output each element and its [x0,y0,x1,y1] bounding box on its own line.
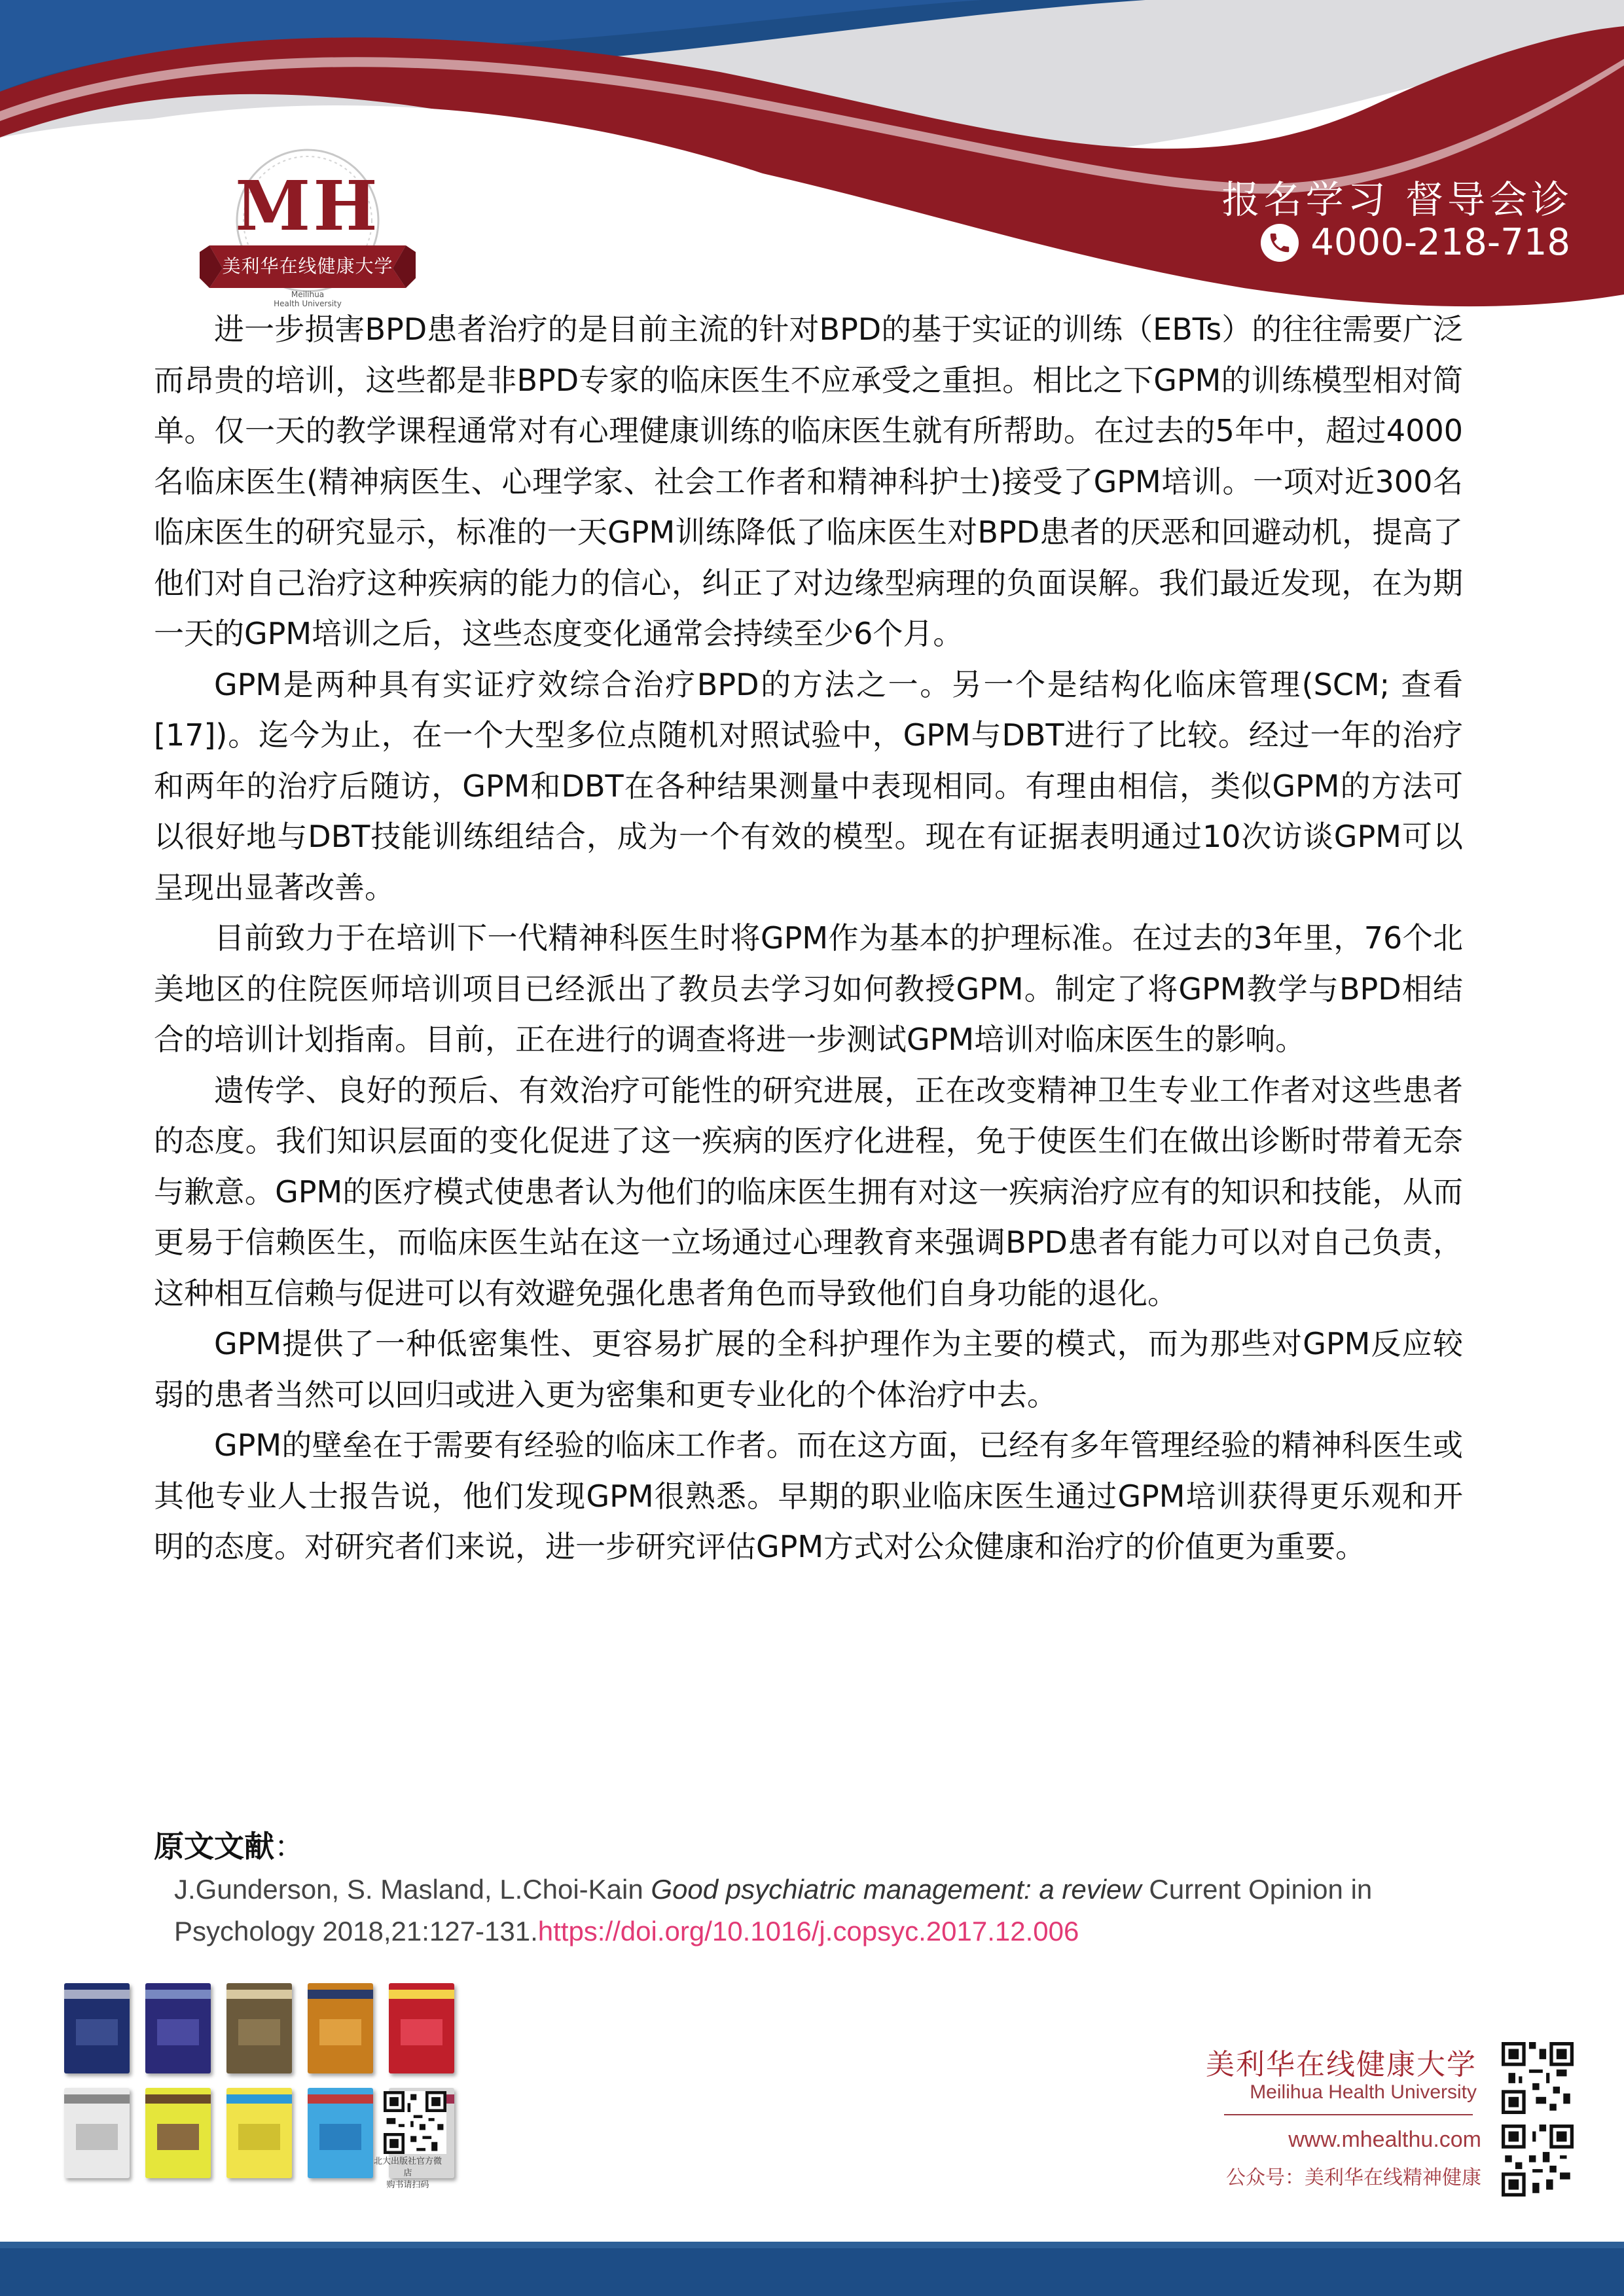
reference-colon: ： [274,1829,304,1864]
reference-article-title: Good psychiatric management: a review [651,1874,1142,1905]
article-body [154,304,1463,1573]
wechat-qr-code-icon[interactable] [1502,2125,1574,2197]
book-cover [308,2088,373,2178]
footer-band [0,2242,1624,2296]
reference-authors: J.Gunderson, S. Masland, L.Choi-Kain [174,1874,651,1905]
reference-citation [174,1869,1418,1952]
logo-name-cn: 美利华在线健康大学 [222,255,393,277]
book-cover [226,2088,292,2178]
reference-journal: Current Opinion in Psychology 2018,21:127-131. [174,1874,1373,1946]
header-slogan: 报名学习 督导会诊 [1221,177,1573,222]
bookstore-qr-code-icon[interactable] [384,2091,446,2154]
paragraph-2: GPM是两种具有实证疗效综合治疗BPD的方法之一。另一个是结构化临床管理(SCM; 查看[17])。迄今为止，在一个大型多位点随机对照试验中，GPM与DBT进行了比较。经过一年的治疗和两年的治疗后随访，GPM和DBT在各种结果测量中表现相同。有理由相信，类似GPM的方法可以很好地与DBT技能训练组结合，成为一个有效的模型。现在有证据表明通过10次访谈GPM可以呈现出显著改善。 [154,666,1463,905]
book-cover [64,2088,130,2178]
qr-caption-line-2: 购书请扫码 [386,2180,429,2190]
book-cover [145,2088,211,2178]
reference-doi-link[interactable]: https://doi.org/10.1016/j.copsyc.2017.12.006 [537,1916,1079,1946]
paragraph-3: 目前致力于在培训下一代精神科医生时将GPM作为基本的护理标准。在过去的3年里，76个北美地区的住院医师培训项目已经派出了教员去学习如何教授GPM。制定了将GPM教学与BPD相结合的培训计划指南。目前，正在进行的调查将进一步测试GPM培训对临床医生的影响。 [154,920,1463,1057]
logo-name-en-1: Meilihua [291,290,325,299]
brand-divider [1224,2114,1473,2115]
paragraph-1: 进一步损害BPD患者治疗的是目前主流的针对BPD的基于实证的训练（EBTs）的往往需要广泛而昂贵的培训，这些都是非BPD专家的临床医生不应承受之重担。相比之下GPM的训练模型相对简单。仅一天的教学课程通常对有心理健康训练的临床医生就有所帮助。在过去的5年中，超过4000名临床医生(精神病医生、心理学家、社会工作者和精神科护士)接受了GPM培训。一项对近300名临床医生的研究显示，标准的一天GPM训练降低了临床医生对BPD患者的厌恶和回避动机，提高了他们对自己治疗这种疾病的能力的信心，纠正了对边缘型病理的负面误解。我们最近发现，在为期一天的GPM培训之后，这些态度变化通常会持续至少6个月。 [154,312,1463,651]
brand-wechat-account: 公众号：美利华在线精神健康 [1226,2166,1481,2189]
brand-website-link[interactable]: www.mhealthu.com [1288,2127,1481,2152]
brand-name-cn: 美利华在线健康大学 [1206,2048,1477,2081]
website-qr-code-icon[interactable] [1502,2042,1574,2114]
bookstore-qr-caption [372,2156,444,2191]
header-phone [1261,221,1570,264]
reference-heading [154,1823,304,1866]
book-cover [64,1983,130,2073]
logo-name-en-2: Health University [274,299,342,308]
paragraph-6: GPM的壁垒在于需要有经验的临床工作者。而在这方面，已经有多年管理经验的精神科医生或其他专业人士报告说，他们发现GPM很熟悉。早期的职业临床医生通过GPM培训获得更乐观和开明的态度。对研究者们来说，进一步研究评估GPM方式对公众健康和治疗的价值更为重要。 [154,1427,1463,1564]
phone-icon [1261,224,1299,262]
reference-title: 原文文献 [154,1829,274,1864]
footer-band-highlight [0,2242,1624,2248]
logo-monogram: MH [235,166,380,246]
book-cover [308,1983,373,2073]
paragraph-5: GPM提供了一种低密集性、更容易扩展的全科护理作为主要的模式，而为那些对GPM反应较弱的患者当然可以回归或进入更为密集和更专业化的个体治疗中去。 [154,1326,1463,1412]
book-cover [145,1983,211,2073]
mh-logo [196,147,419,311]
book-cover [389,1983,454,2073]
phone-number: 4000-218-718 [1310,221,1570,264]
paragraph-4: 遗传学、良好的预后、有效治疗可能性的研究进展，正在改变精神卫生专业工作者对这些患者的态度。我们知识层面的变化促进了这一疾病的医疗化进程，免于使医生们在做出诊断时带着无奈与歉意。GPM的医疗模式使患者认为他们的临床医生拥有对这一疾病治疗应有的知识和技能，从而更易于信赖医生，而临床医生站在这一立场通过心理教育来强调BPD患者有能力可以对自己负责，这种相互信赖与促进可以有效避免强化患者角色而导致他们自身功能的退化。 [154,1072,1463,1311]
brand-name-en: Meilihua Health University [1250,2081,1477,2103]
book-cover [226,1983,292,2073]
qr-caption-line-1: 北大出版社官方微店 [373,2157,442,2178]
